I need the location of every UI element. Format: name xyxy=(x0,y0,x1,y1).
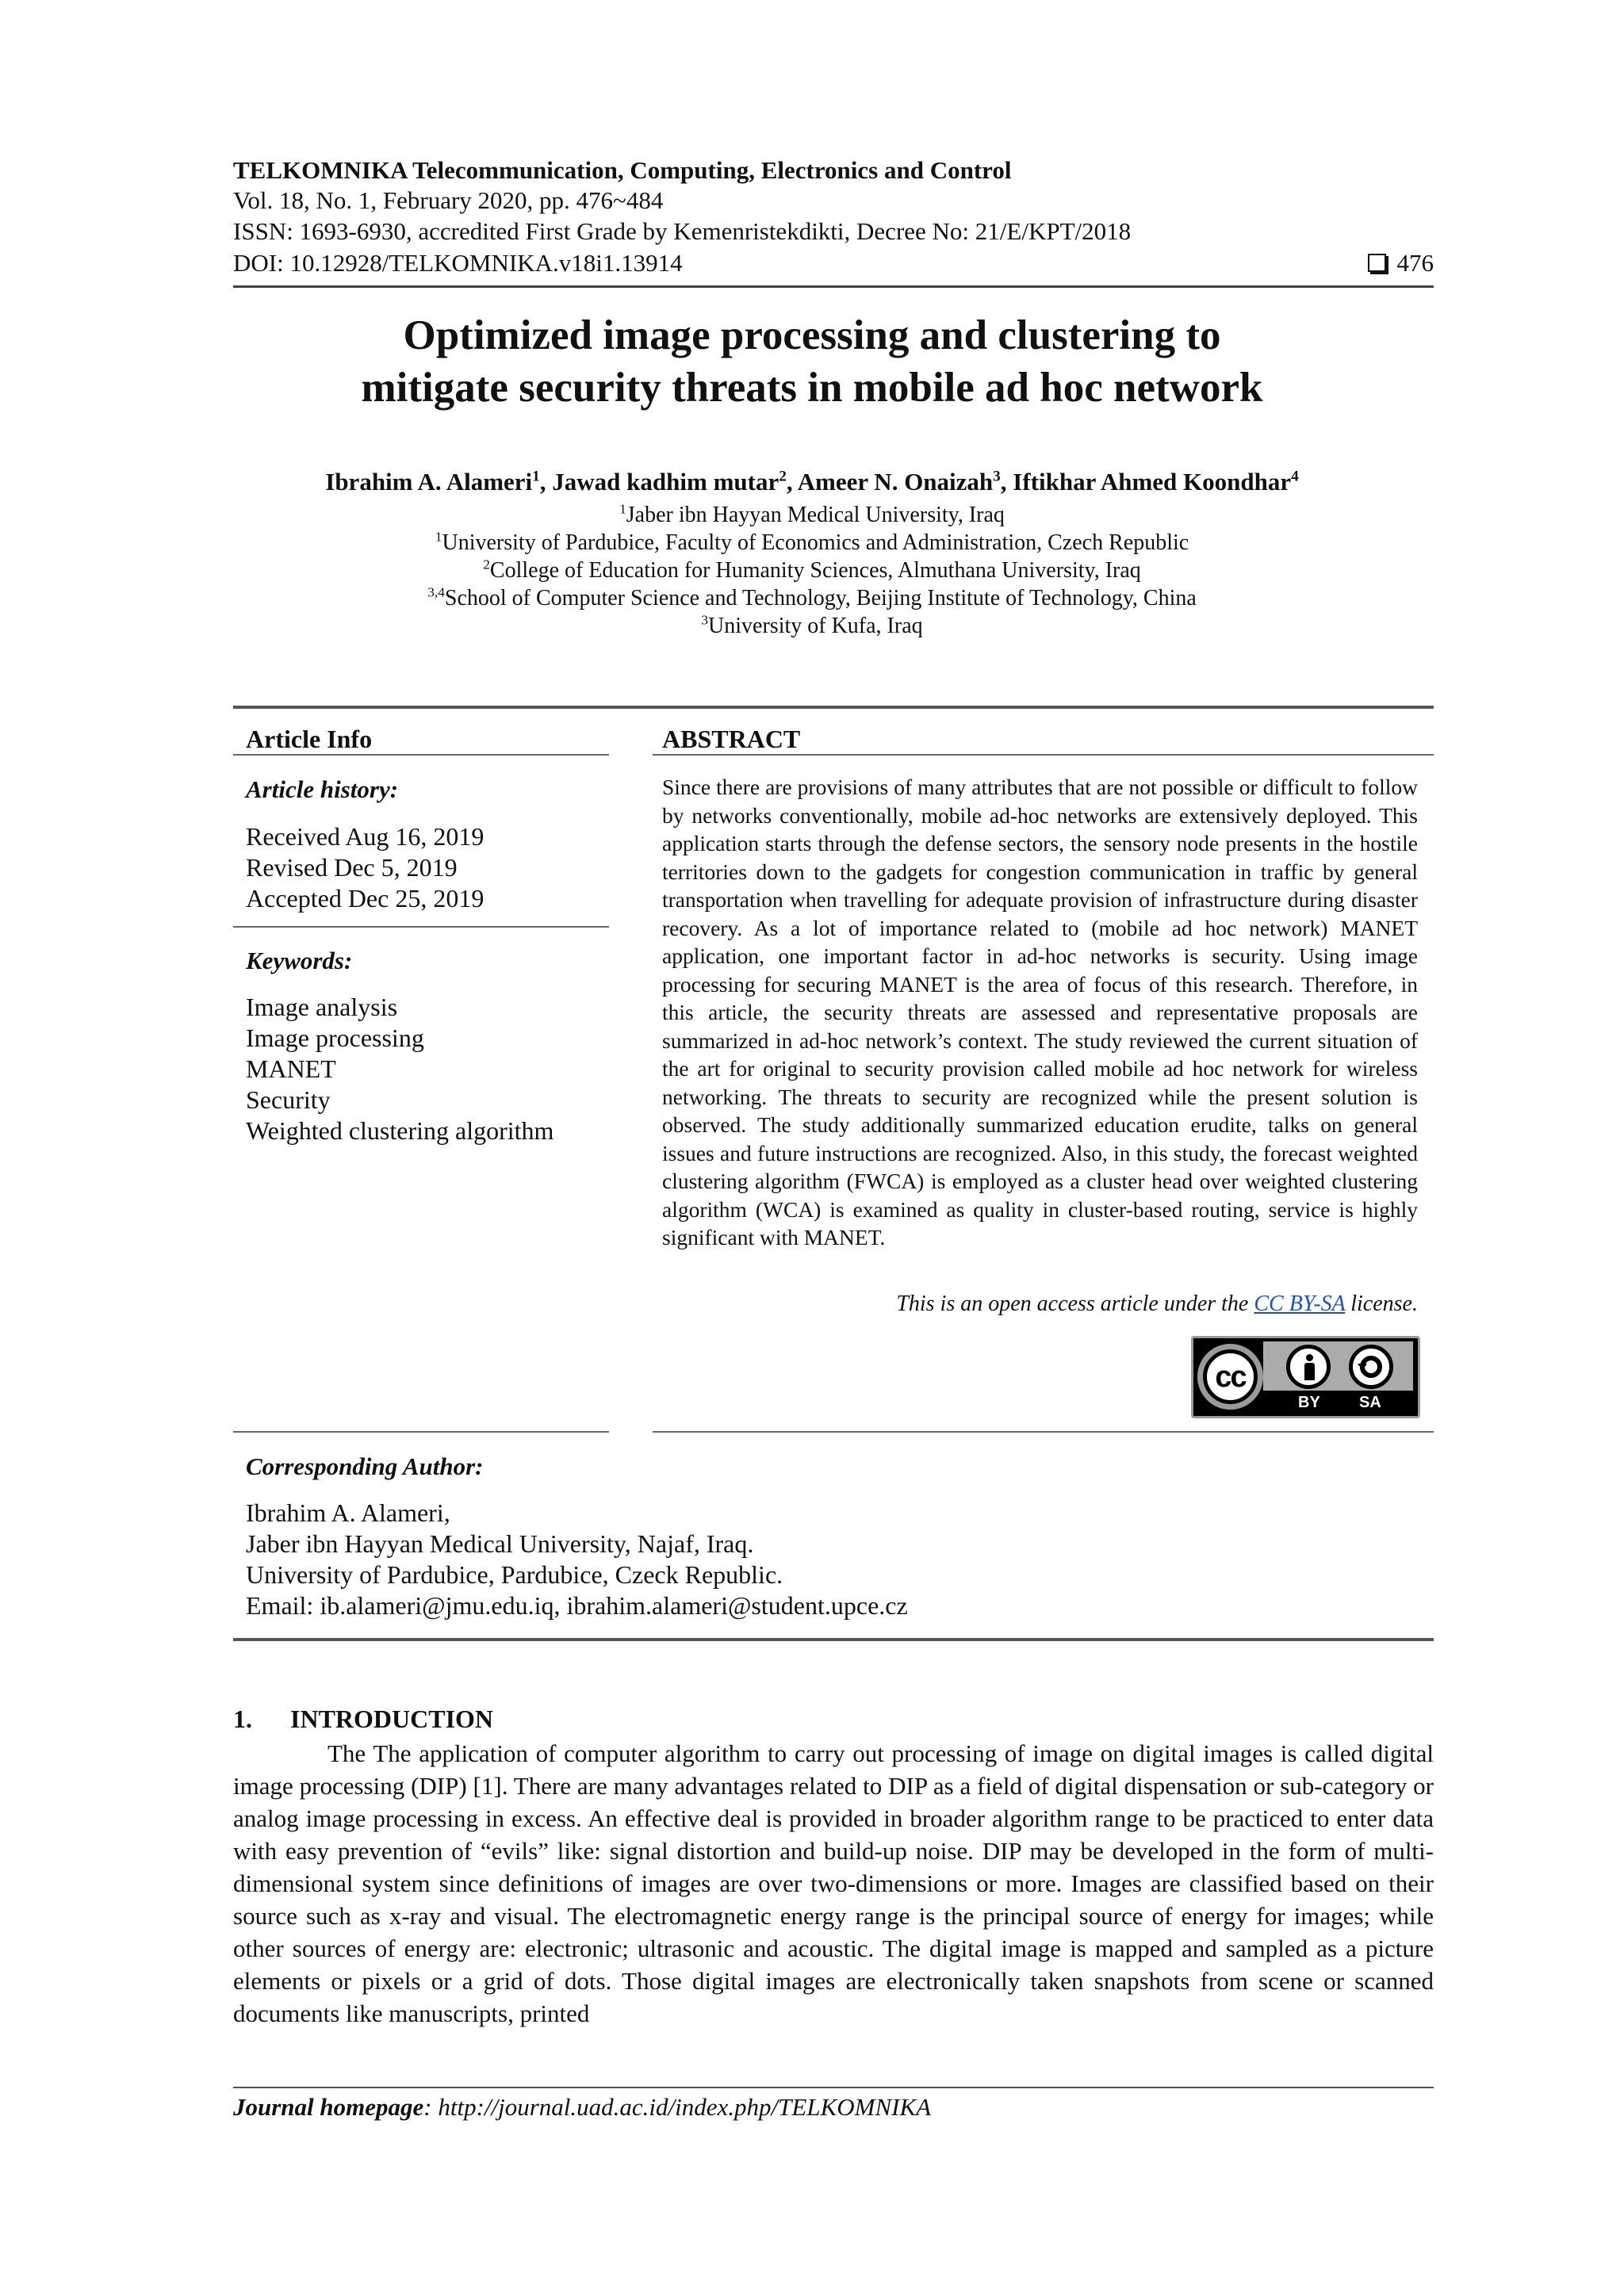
checkbox-square-icon xyxy=(1368,254,1386,272)
author-2: Jawad kadhim mutar$^2$, xyxy=(552,468,798,496)
article-info-heading: Article Info xyxy=(246,725,373,753)
keywords-heading: Keywords: xyxy=(246,947,353,974)
journal-homepage xyxy=(233,2093,931,2122)
section-number: 1. xyxy=(233,1705,252,1733)
header-rule xyxy=(233,285,1434,288)
corresponding-affiliation-2: University of Pardubice, Pardubice, Czeck Republic. xyxy=(246,1560,783,1589)
corresponding-name: Ibrahim A. Alameri, xyxy=(246,1498,450,1527)
corresponding-bottom-rule xyxy=(233,1638,1434,1641)
author-1: Ibrahim A. Alameri$^1$, xyxy=(325,468,553,496)
volume-line: Vol. 18, No. 1, February 2020, pp. 476~484 xyxy=(233,186,664,214)
abstract-underline xyxy=(653,754,1434,756)
info-right-bottom-rule xyxy=(653,1431,1434,1433)
article-history-heading: Article history: xyxy=(246,775,399,803)
share-alike-icon xyxy=(1349,1345,1393,1389)
corresponding-email[interactable]: Email: ib.alameri@jmu.edu.iq, ibrahim.alameri@student.upce.cz xyxy=(246,1591,908,1620)
issn-line: ISSN: 1693-6930, accredited First Grade by Kemenristekdikti, Decree No: 21/E/KPT/2018 xyxy=(233,217,1132,245)
paper-title-line-1: Optimized image processing and clustering to xyxy=(403,312,1221,358)
history-accepted: Accepted Dec 25, 2019 xyxy=(246,884,485,913)
keyword-item: Image processing xyxy=(246,1024,424,1052)
affiliation-5: $^3$University of Kufa, Iraq xyxy=(701,612,923,638)
cc-by-sa-badge[interactable] xyxy=(1191,1336,1420,1418)
abstract-heading: ABSTRACT xyxy=(662,725,801,753)
introduction-body: The The application of computer algorithm to carry out processing of image on digital images is called digital image processing (DIP) [1]. There are many advantages related to DIP as a field of digital dispensation or sub-category or analog image processing in excess. An effective deal is provided in broader algorithm range to be practiced to enter data with easy prevention of “evils” like: signal distortion and build-up noise. DIP may be developed in the form of multi-dimensional system since definitions of images are over two-dimensions or more. Images are classified based on their source such as x-ray and visual. The electromagnetic energy range is the principal source of energy for images; while other sources of energy are: electronic; ultrasonic and acoustic. The digital image is mapped and sampled as a picture elements or pixels or a grid of dots. Those digital images are electronically taken snapshots from scene or scanned documents like manuscripts, printed xyxy=(233,1739,1434,2027)
footer-rule xyxy=(233,2087,1434,2088)
cc-icon: cc xyxy=(1197,1344,1263,1410)
doi-line: DOI: 10.12928/TELKOMNIKA.v18i1.13914 xyxy=(233,249,683,277)
paper-title-line-2: mitigate security threats in mobile ad hoc network xyxy=(361,365,1263,411)
history-revised: Revised Dec 5, 2019 xyxy=(246,853,458,882)
attribution-person-icon xyxy=(1286,1345,1331,1389)
cc-by-sa-link[interactable]: CC BY-SA xyxy=(1254,1292,1346,1316)
corresponding-affiliation-1: Jaber ibn Hayyan Medical University, Najaf, Iraq. xyxy=(246,1529,754,1558)
author-3: Ameer N. Onaizah$^3$, xyxy=(797,468,1013,496)
author-list xyxy=(0,468,1624,496)
keyword-item: Security xyxy=(246,1085,331,1114)
page-number-block xyxy=(1346,248,1434,278)
homepage-url[interactable]: : http://journal.uad.ac.id/index.php/TELKOMNIKA xyxy=(423,2093,932,2121)
keyword-item: Weighted clustering algorithm xyxy=(246,1116,554,1145)
keyword-item: Image analysis xyxy=(246,993,398,1021)
introduction-heading xyxy=(233,1705,493,1734)
corresponding-author-heading: Corresponding Author: xyxy=(246,1452,484,1480)
article-history-list xyxy=(246,821,484,914)
history-divider xyxy=(233,926,609,928)
info-left-bottom-rule xyxy=(233,1431,609,1433)
article-info-underline xyxy=(233,754,609,756)
journal-name: TELKOMNIKA Telecommunication, Computing, Electronics and Control xyxy=(233,156,1012,184)
affiliation-1: $^1$Jaber ibn Hayyan Medical University, Iraq xyxy=(619,501,1005,527)
abstract-body: Since there are provisions of many attributes that are not possible or difficult to follow by networks conventionally, mobile ad-hoc networks are extensively deployed. This application starts through the defense sectors, the sensory node presents in the hostile territories down to the gadgets for congestion communication in traffic by general transportation when travelling for adequate provision of infrastructure during disaster recovery. As a lot of importance related to (mobile ad hoc network) MANET application, one important factor in ad-hoc networks is security. Using image processing for securing MANET is the area of focus of this research. Therefore, in this article, the security threats are assessed and representative proposals are summarized in ad-hoc network’s context. The study reviewed the current situation of the art for original to security provision called mobile ad hoc network for wireless networking. The threats to security are recognized while the present solution is observed. The study additionally summarized education erudite, talks on general issues and future instructions are recognized. Also, in this study, the forecast weighted clustering algorithm (FWCA) is employed as a cluster head over weighted clustering algorithm (WCA) is examined as quality in cluster-based routing, service is highly significant with MANET. xyxy=(662,775,1418,1249)
homepage-label: Journal homepage xyxy=(233,2093,424,2121)
affiliation-4: $^{3,4}$School of Computer Science and Technology, Beijing Institute of Technology, China xyxy=(427,584,1197,610)
keyword-item: MANET xyxy=(246,1054,336,1083)
badge-by-label: BY xyxy=(1298,1394,1320,1411)
corresponding-author-details xyxy=(246,1498,908,1621)
info-box-top-rule xyxy=(233,706,1434,709)
history-received: Received Aug 16, 2019 xyxy=(246,822,485,851)
license-note: This is an open access article under the CC BY-SA license. xyxy=(896,1292,1418,1316)
affiliation-2: $^1$University of Pardubice, Faculty of Economics and Administration, Czech Republic xyxy=(435,529,1189,555)
badge-sa-label: SA xyxy=(1359,1394,1381,1411)
section-title: INTRODUCTION xyxy=(290,1705,494,1733)
author-4: Iftikhar Ahmed Koondhar$^4$ xyxy=(1013,468,1299,496)
page-number: 476 xyxy=(1396,249,1434,277)
keywords-list xyxy=(246,992,553,1146)
affiliation-3: $^2$College of Education for Humanity Sciences, Almuthana University, Iraq xyxy=(483,557,1141,583)
